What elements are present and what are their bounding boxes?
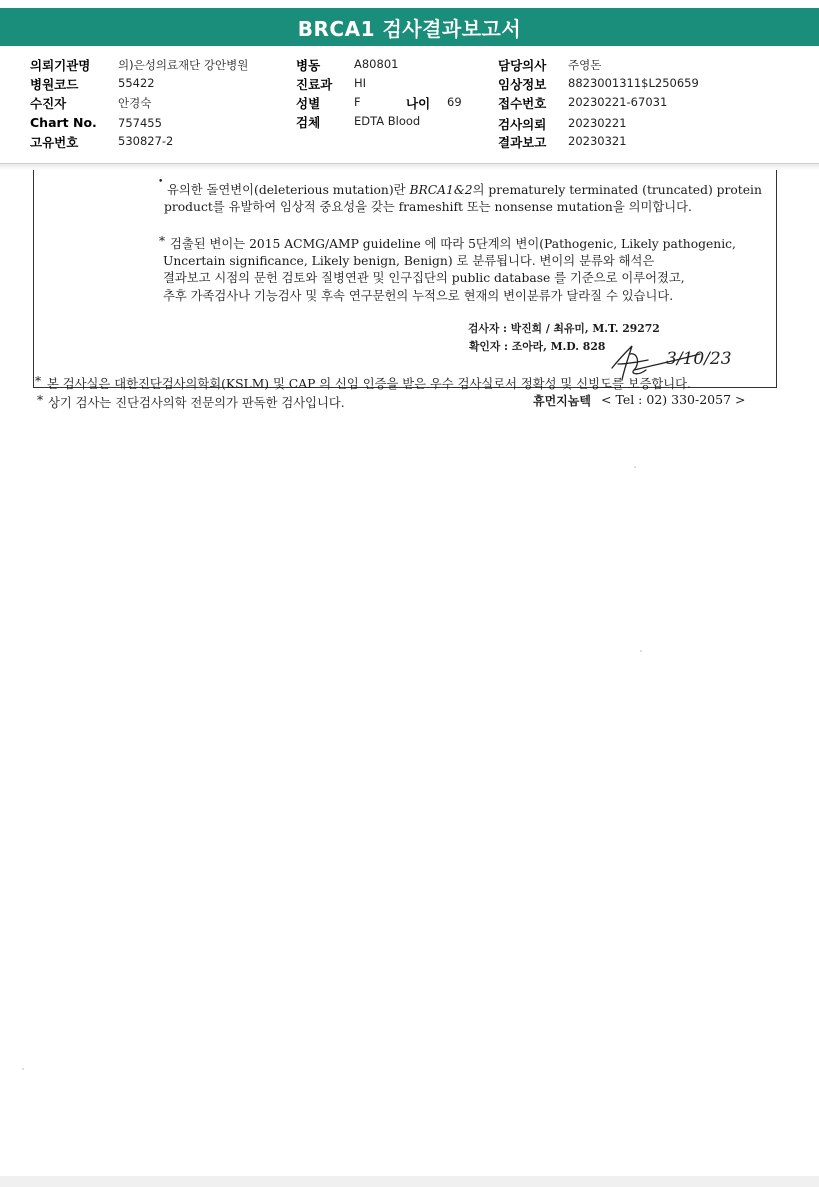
label-physician: 담당의사 — [498, 58, 547, 73]
value-test-request-date: 20230221 — [568, 116, 627, 130]
value-clinical-info: 8823001311$L250659 — [568, 76, 699, 90]
note-deleterious-line2: product를 유발하여 임상적 중요성을 갖는 frameshift 또는 nonsense mutation을 의미합니다. — [164, 200, 692, 214]
label-department: 진료과 — [296, 77, 333, 92]
value-sex: F — [354, 95, 361, 109]
value-unique-id: 530827-2 — [118, 134, 174, 148]
value-accession-number: 20230221-67031 — [568, 95, 668, 109]
certification-statement: 본 검사실은 대한진단검사의학회(KSLM) 및 CAP 의 신임 인증을 받은 우수 검사실로서 정확성 및 신빙도를 보증합니다. — [47, 377, 691, 391]
lab-telephone: < Tel : 02) 330-2057 > — [601, 392, 746, 407]
value-requesting-institution: 의)은성의료재단 강안병원 — [118, 58, 249, 72]
interpretation-star: * — [37, 393, 44, 407]
page-bottom-bar — [0, 1176, 819, 1187]
label-requesting-institution: 의뢰기관명 — [30, 58, 91, 73]
label-specimen: 검체 — [296, 115, 321, 130]
label-chart-no: Chart No. — [30, 115, 97, 130]
value-department: HI — [354, 76, 367, 90]
patient-info-header — [0, 46, 819, 164]
value-physician: 주영돈 — [568, 58, 602, 72]
value-age: 69 — [447, 95, 462, 109]
note-star: * — [159, 234, 166, 248]
value-ward: A80801 — [354, 57, 399, 71]
scan-speck — [22, 1068, 24, 1070]
value-hospital-code: 55422 — [118, 76, 155, 90]
note-acmg-line1: 검출된 변이는 2015 ACMG/AMP guideline 에 따라 5단계의 변이(Pathogenic, Likely pathogenic, — [170, 237, 736, 251]
value-specimen: EDTA Blood — [354, 114, 421, 128]
scan-speck — [640, 650, 642, 652]
value-patient: 안경숙 — [118, 96, 152, 110]
note-bullet: • — [158, 177, 164, 187]
note-acmg-line4: 추후 가족검사나 기능검사 및 후속 연구문헌의 누적으로 현재의 변이분류가 달라질 수 있습니다. — [163, 289, 674, 303]
note-deleterious-line1-a: 유의한 돌연변이(deleterious mutation)란 — [167, 183, 410, 197]
value-result-report-date: 20230321 — [568, 134, 627, 148]
label-result-report-date: 결과보고 — [498, 135, 547, 150]
note-brca-gene: BRCA1&2 — [409, 183, 473, 197]
scan-speck — [634, 466, 636, 468]
label-unique-id: 고유번호 — [30, 135, 79, 150]
label-sex: 성별 — [296, 96, 321, 111]
note-acmg-line3: 결과보고 시점의 문헌 검토와 질병연관 및 인구집단의 public database 를 기준으로 이루어졌고, — [163, 271, 685, 285]
lab-name: 휴먼지놈텍 — [533, 394, 591, 408]
value-chart-no: 757455 — [118, 116, 162, 130]
note-deleterious-line1 — [167, 180, 762, 198]
label-hospital-code: 병원코드 — [30, 77, 79, 92]
certification-star: * — [35, 374, 42, 388]
label-patient: 수진자 — [30, 96, 67, 111]
note-acmg-line2: Uncertain significance, Likely benign, Benign) 로 분류됩니다. 변이의 분류와 해석은 — [163, 254, 655, 268]
handwritten-date: 3/10/23 — [666, 349, 732, 369]
label-age: 나이 — [406, 96, 431, 111]
report-title: BRCA1 검사결과보고서 — [0, 8, 819, 46]
interpretation-statement: 상기 검사는 진단검사의학 전문의가 판독한 검사입니다. — [48, 396, 345, 410]
label-clinical-info: 임상정보 — [498, 77, 547, 92]
tester-signature-line: 검사자 : 박진희 / 최유미, M.T. 29272 — [468, 322, 660, 335]
confirmer-signature-line: 확인자 : 조아라, M.D. 828 — [469, 340, 606, 353]
label-accession-number: 접수번호 — [498, 96, 547, 111]
label-test-request-date: 검사의뢰 — [498, 117, 547, 132]
label-ward: 병동 — [296, 58, 321, 73]
note-deleterious-line1-c: 의 prematurely terminated (truncated) protein — [472, 183, 762, 197]
